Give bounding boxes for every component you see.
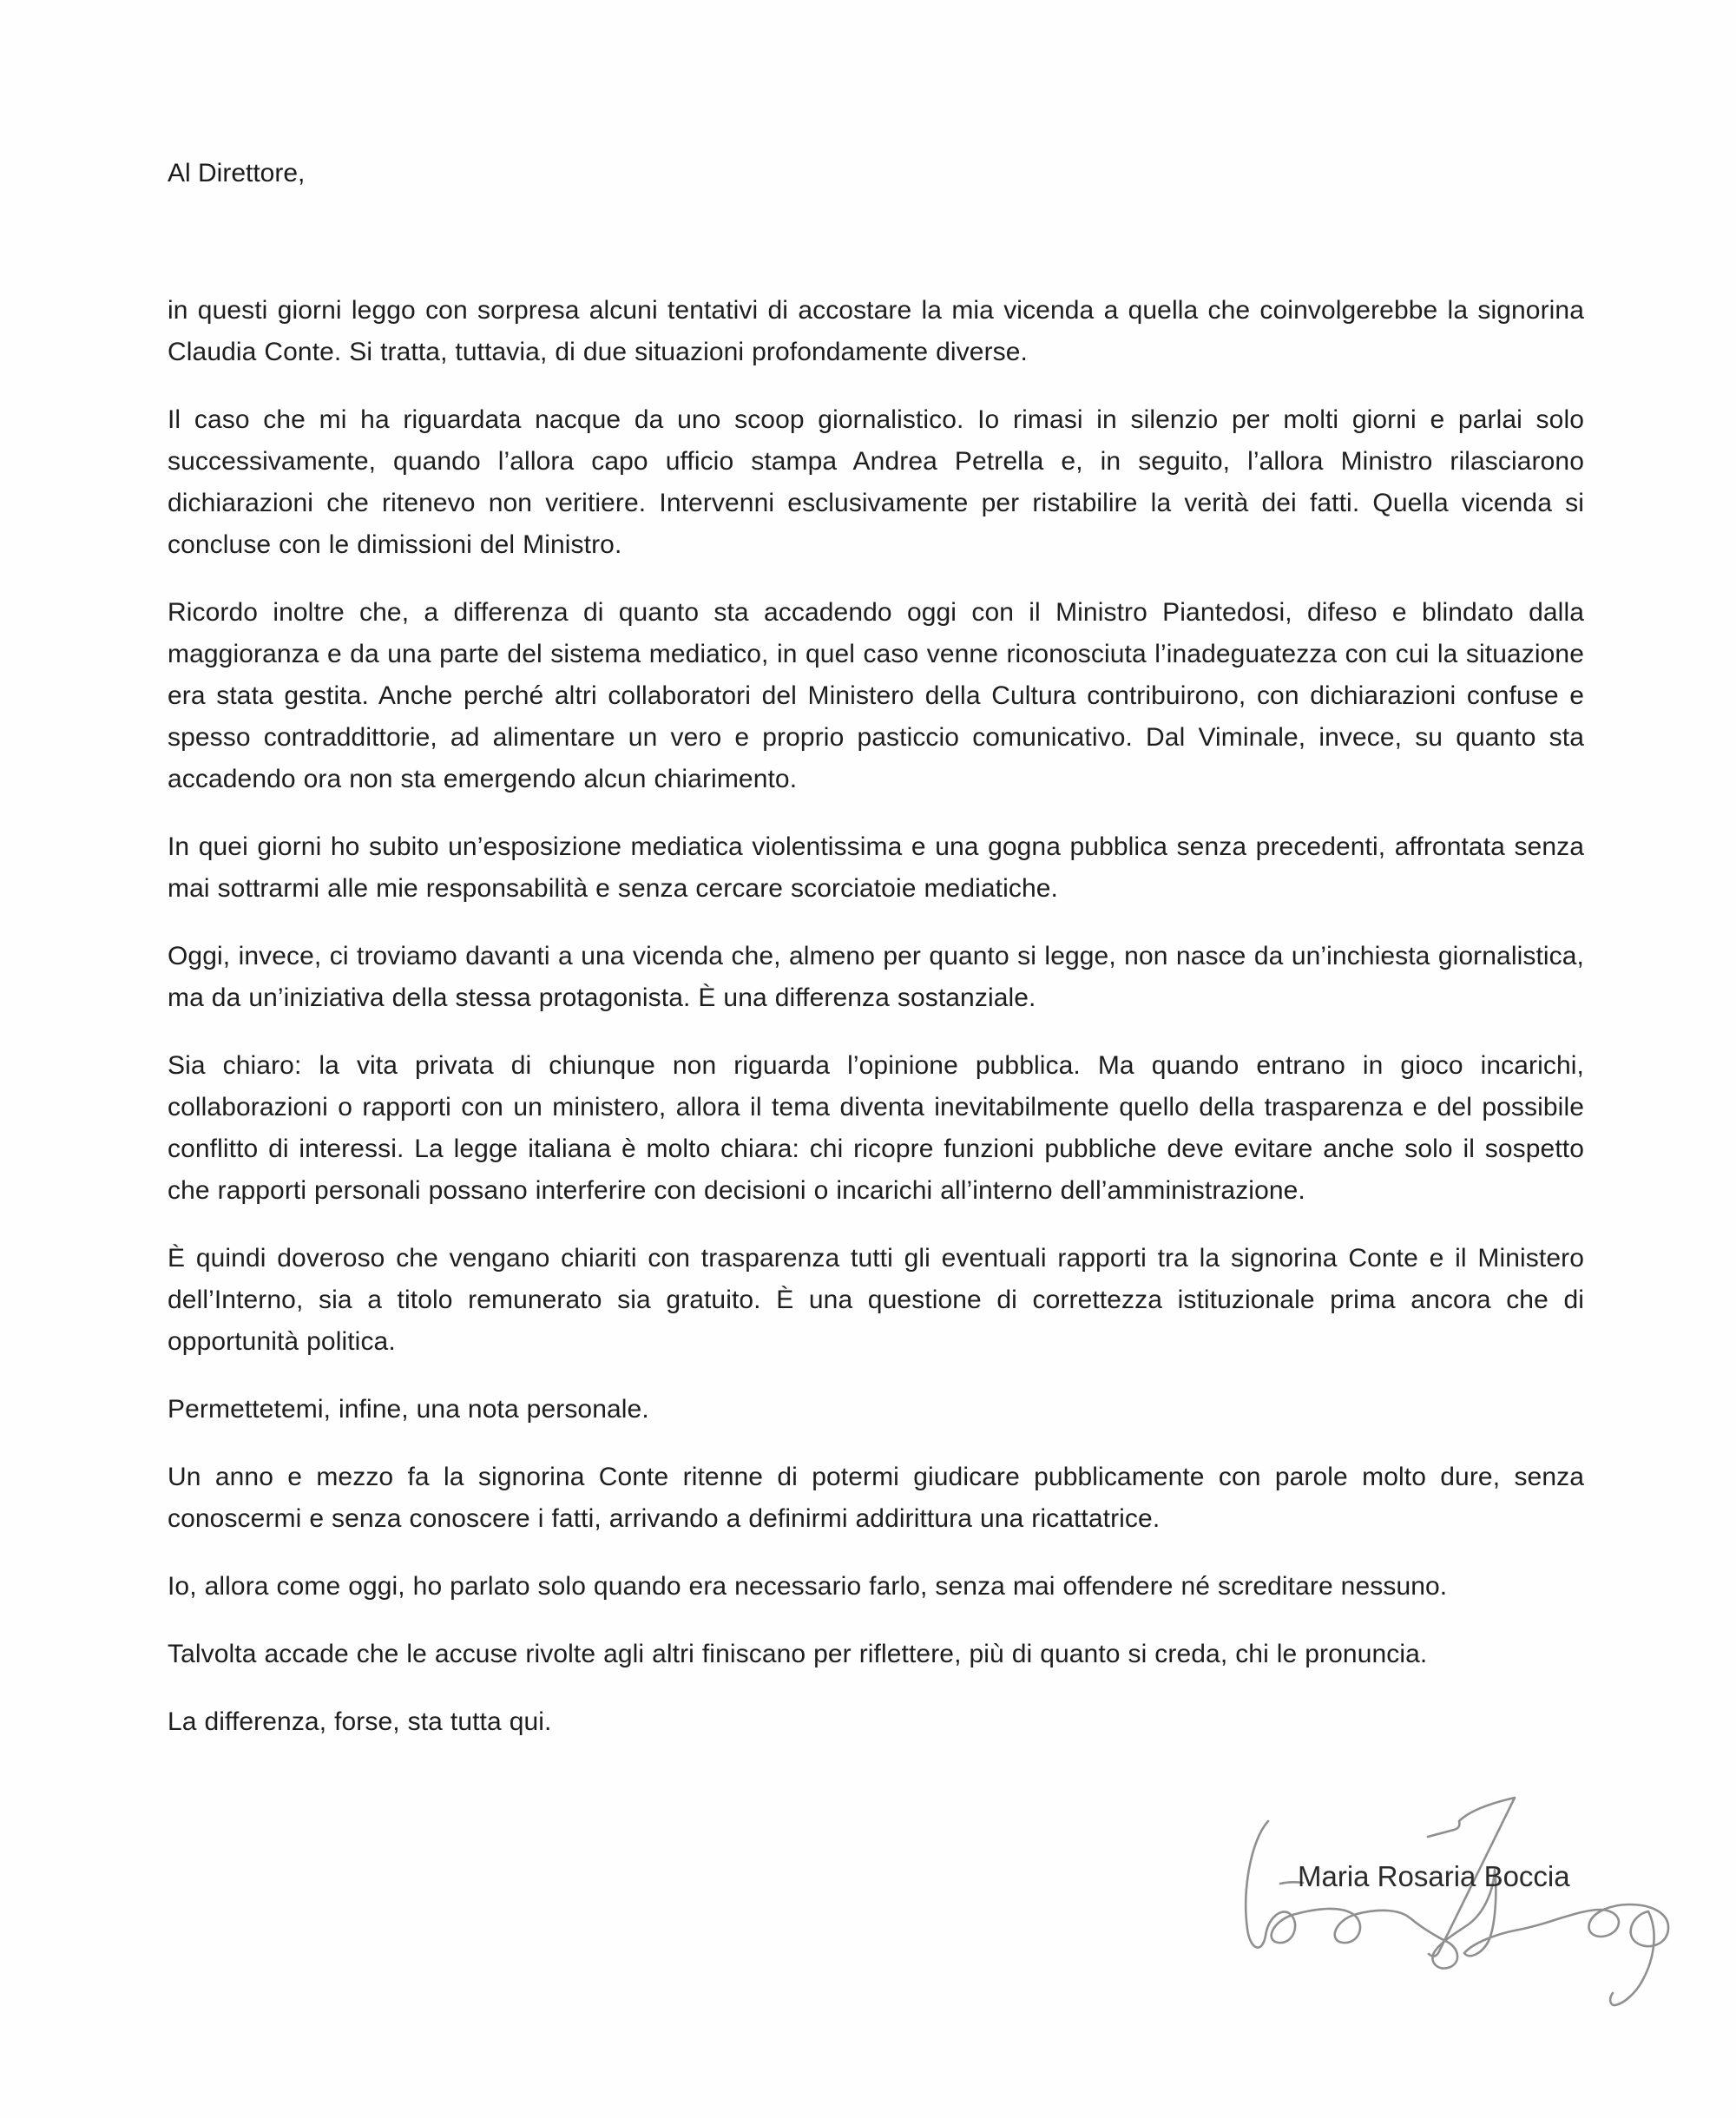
letter-paragraph: Il caso che mi ha riguardata nacque da uno scoop giornalistico. Io rimasi in silenzio per molti giorni e parlai solo successivamente, quando l’allora capo ufficio stampa Andrea Petrella e, in seguito, l’allora Ministro rilasciarono dichiarazioni che ritenevo non veritiere. Intervenni esclusivamente per ristabilire la verità dei fatti. Quella vicenda si concluse con le dimissioni del Ministro. xyxy=(168,405,1584,559)
signature-block xyxy=(1237,1786,1693,2021)
letter-paragraph: Ricordo inoltre che, a differenza di quanto sta accadendo oggi con il Ministro Piantedosi, difeso e blindato dalla maggioranza e da una parte del sistema mediatico, in quel caso venne riconosciuta l’inadeguatezza con cui la situazione era stata gestita. Anche perché altri collaboratori del Ministero della Cultura contribuirono, con dichiarazioni confuse e spesso contraddittorie, ad alimentare un vero e proprio pasticcio comunicativo. Dal Viminale, invece, su quanto sta accadendo ora non sta emergendo alcun chiarimento. xyxy=(168,598,1584,793)
letter xyxy=(168,153,1584,1769)
letter-paragraph: È quindi doveroso che vengano chiariti con trasparenza tutti gli eventuali rapporti tra la signorina Conte e il Ministero dell’Interno, sia a titolo remunerato sia gratuito. È una questione di correttezza istituzionale prima ancora che di opportunità politica. xyxy=(168,1244,1584,1356)
letter-body xyxy=(168,290,1584,1743)
letter-paragraph: Sia chiaro: la vita privata di chiunque non riguarda l’opinione pubblica. Ma quando entrano in gioco incarichi, collaborazioni o rapporti con un ministero, allora il tema diventa inevitabilmente quello della trasparenza e del possibile conflitto di interessi. La legge italiana è molto chiara: chi ricopre funzioni pubbliche deve evitare anche solo il sospetto che rapporti personali possano interferire con decisioni o incarichi all’interno dell’amministrazione. xyxy=(168,1051,1584,1205)
salutation: Al Direttore, xyxy=(168,159,306,187)
letter-paragraph: Talvolta accade che le accuse rivolte agli altri finiscano per riflettere, più di quanto si creda, chi le pronuncia. xyxy=(168,1640,1428,1668)
signature-name: Maria Rosaria Boccia xyxy=(1298,1860,1570,1892)
letter-paragraph: Un anno e mezzo fa la signorina Conte ritenne di potermi giudicare pubblicamente con parole molto dure, senza conoscermi e senza conoscere i fatti, arrivando a definirmi addirittura una ricattatrice. xyxy=(168,1463,1584,1533)
letter-paragraph: Oggi, invece, ci troviamo davanti a una vicenda che, almeno per quanto si legge, non nasce da un’inchiesta giornalistica, ma da un’iniziativa della stessa protagonista. È una differenza sostanziale. xyxy=(168,942,1584,1012)
letter-paragraph: Permettetemi, infine, una nota personale. xyxy=(168,1395,649,1424)
letter-paragraph: In quei giorni ho subito un’esposizione mediatica violentissima e una gogna pubblica senza precedenti, affrontata senza mai sottrarmi alle mie responsabilità e senza cercare scorciatoie mediatiche. xyxy=(168,832,1584,903)
letter-paragraph: in questi giorni leggo con sorpresa alcuni tentativi di accostare la mia vicenda a quella che coinvolgerebbe la signorina Claudia Conte. Si tratta, tuttavia, di due situazioni profondamente diverse. xyxy=(168,296,1584,366)
letter-paragraph: La differenza, forse, sta tutta qui. xyxy=(168,1707,552,1736)
handwritten-signature-scribble xyxy=(1237,1786,1693,2021)
letter-paragraph: Io, allora come oggi, ho parlato solo quando era necessario farlo, senza mai offendere né screditare nessuno. xyxy=(168,1572,1448,1601)
